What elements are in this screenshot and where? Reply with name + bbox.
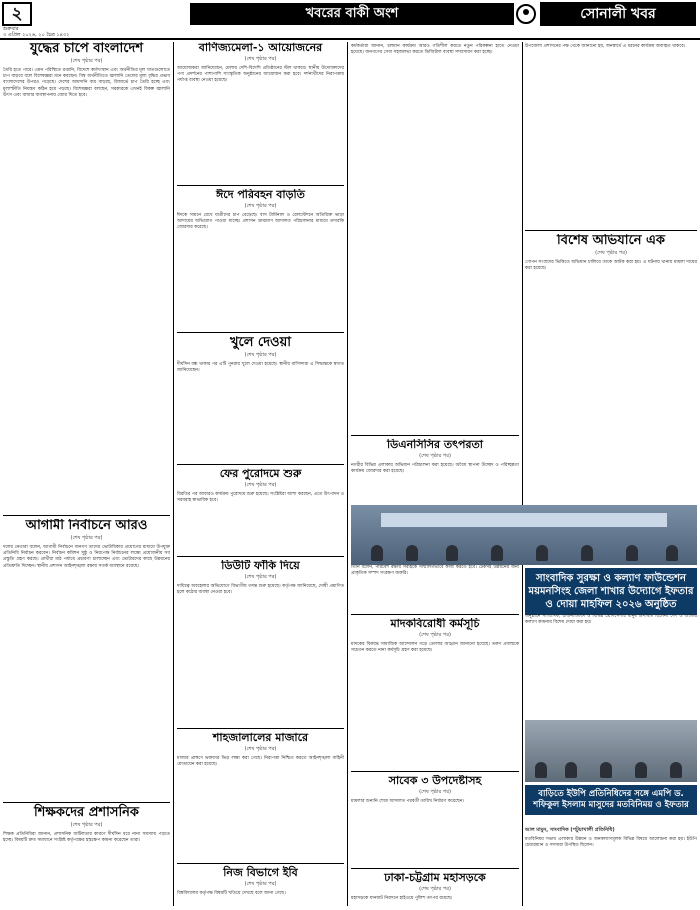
headline: ফের পুরোদমে শুরু	[219, 468, 302, 480]
person-figure	[536, 545, 548, 561]
divider	[3, 515, 170, 516]
section-banner: খবরের বাকী অংশ	[190, 3, 514, 25]
person-figure	[371, 545, 383, 561]
headline: মাদকবিরোধী কর্মসূচি	[390, 618, 480, 630]
article	[351, 775, 519, 865]
logo-icon	[516, 4, 536, 24]
article-body: অনুষ্ঠানে সাংবাদিক, রাজনীতিবিদ ও বিভিন্ন শ্রেণিপেশার মানুষ উপস্থিত ছিলেন। দেশ ও জাতির কল্যাণ কামনায় বিশেষ দোয়া করা হয়।	[525, 614, 697, 626]
person-figure	[626, 545, 638, 561]
article	[525, 42, 697, 227]
divider	[177, 556, 344, 557]
article-body: উপজেলা প্রশাসনের পক্ষ থেকে জানানো হয়, জনস্বার্থে এ ধরনের কার্যক্রম অব্যাহত থাকবে।	[525, 44, 686, 49]
subhead: (শেষ পৃষ্ঠার পর)	[244, 481, 277, 488]
article-body: ঈদকে সামনে রেখে যাত্রীদের চাপ বেড়েছে। বাস টার্মিনাল ও রেলস্টেশনে অতিরিক্ত ভাড়া আদায়ের অভিযোগ পাওয়া যাচ্ছে। প্রশাসন ভ্রাম্যমাণ আদালত পরিচালনার মাধ্যমে তদারকি জোরদার করেছে।	[177, 212, 344, 231]
article	[351, 42, 519, 432]
person-figure	[406, 545, 418, 561]
divider	[3, 802, 170, 803]
article-body: মামলার শুনানি শেষে আদালত পরবর্তী তারিখ নির্ধারণ করেছেন।	[351, 798, 465, 804]
person-figure	[565, 762, 577, 778]
subhead: (শেষ পৃষ্ঠার পর)	[244, 202, 277, 209]
stage-banner	[381, 513, 667, 527]
page-number: ২	[2, 2, 32, 26]
article	[525, 234, 697, 354]
article	[177, 336, 344, 461]
subhead: (শেষ পৃষ্ঠার পর)	[419, 631, 451, 638]
article	[525, 826, 697, 906]
date-line: ৩ এপ্রিল ২০২৬, ২০ চৈত্র ১৪৩২	[3, 32, 70, 38]
column-2	[177, 42, 344, 906]
person-figure	[535, 762, 547, 778]
masthead	[0, 0, 700, 38]
headline: যুদ্ধের চাপে বাংলাদেশ	[29, 42, 144, 56]
subhead: (শেষ পৃষ্ঠার পর)	[419, 788, 451, 795]
article	[3, 806, 170, 844]
subhead: (শেষ পৃষ্ঠার পর)	[419, 452, 451, 459]
article	[3, 519, 170, 799]
divider	[351, 868, 519, 869]
headline: বাণিজ্যমেলা-১ আয়োজনের	[198, 42, 323, 54]
divider	[177, 185, 344, 186]
subhead: (শেষ পৃষ্ঠার পর)	[244, 55, 277, 62]
headline: আগামী নির্বাচনে আরও	[25, 519, 148, 533]
byline: আল মামুন, সাংবাদিক (পটুয়াখালী প্রতিনিধি)	[525, 827, 615, 833]
divider	[177, 332, 344, 333]
article-body: মাদকের বিরুদ্ধে সামাজিক আন্দোলন গড়ে তোলার আহ্বান জানানো হয়েছে। তরুণ প্রজন্মকে সচেতন করতে নানা কর্মসূচি গ্রহণ করা হয়েছে।	[351, 641, 519, 653]
article-body: আয়োজকরা জানিয়েছেন, মেলায় দেশি-বিদেশি প্রতিষ্ঠানের স্টল থাকবে। স্থানীয় উদ্যোক্তাদের পণ্য প্রদর্শনের পাশাপাশি সাংস্কৃতিক অনুষ্ঠানের আয়োজন করা হবে। দর্শনার্থীদের নিরাপত্তায় পর্যাপ্ত ব্যবস্থা নেওয়া হয়েছে।	[177, 65, 344, 84]
article	[177, 867, 344, 897]
divider	[351, 614, 519, 615]
person-figure	[581, 545, 593, 561]
headline: ডিউটি ফাঁকি দিয়ে	[221, 560, 300, 572]
photo-caption-banner: বাড়িতে ইউপি প্রতিনিধিদের সঙ্গে এমপি ড. শফিকুল ইসলাম মাসুদের মতবিনিময় ও ইফতার	[525, 785, 697, 815]
subhead: (শেষ পৃষ্ঠার পর)	[419, 885, 451, 892]
column-divider	[522, 42, 523, 906]
subhead: (শেষ পৃষ্ঠার পর)	[244, 745, 277, 752]
article	[351, 618, 519, 768]
headline: শিক্ষকদের প্রশাসনিক	[33, 805, 140, 820]
column-divider	[173, 42, 174, 906]
article-body: মতবিনিময় সভায় এলাকার উন্নয়ন ও জনকল্যাণমূলক বিভিন্ন বিষয়ে আলোচনা করা হয়। ইউপি চেয়ারম্যান ও সদস্যরা উপস্থিত ছিলেন।	[525, 837, 697, 849]
article	[525, 612, 697, 717]
article-body: দলের নেতারা বলেন, আগামী নির্বাচনে জনগণ তাদের ভোটাধিকার প্রয়োগের মাধ্যমে উপযুক্ত প্রতিনিধি নির্বাচন করবেন। নির্বাচন কমিশন সুষ্ঠু ও নিরপেক্ষ নির্বাচনের লক্ষ্যে প্রয়োজনীয় সব প্রস্তুতি গ্রহণ করছে। প্রার্থীরা মাঠ পর্যায়ে প্রচারণা চালাচ্ছেন এবং ভোটারদের কাছে উন্নয়নের প্রতিশ্রুতি দিচ্ছেন। স্থানীয় প্রশাসন আইনশৃঙ্খলা রক্ষায় সতর্ক অবস্থানে রয়েছে।	[3, 544, 170, 569]
subhead: (শেষ পৃষ্ঠার পর)	[244, 880, 277, 887]
article-body: মাজার প্রাঙ্গণে ভক্তদের ভিড় লক্ষ্য করা গেছে। নিরাপত্তা নিশ্চিত করতে আইনশৃঙ্খলা বাহিনী মোতায়েন করা হয়েছে।	[177, 755, 344, 767]
subhead: (শেষ পৃষ্ঠার পর)	[244, 573, 277, 580]
article	[177, 732, 344, 860]
divider	[177, 728, 344, 729]
headline: নিজ বিভাগে ইবি	[223, 866, 298, 879]
article-body: তৈরি হতে পারে। এমন পরিস্থিতে রপ্তানি, বিদেশে কর্মসংস্থান এবং অর্থনীতির মূল খাতগুলোতে চাপ বাড়বে বলে বিশেষজ্ঞরা মনে করছেন। বিশ্ব অর্থনীতিতে জ্বালানি তেলের মূল্য বৃদ্ধির প্রভাব বাংলাদেশের উপরও পড়েছে। দেশের আমদানি ব্যয় বাড়ছে, রিজার্ভে চাপ তৈরি হচ্ছে এবং মূল্যস্ফীতি নিয়ন্ত্রণ কঠিন হয়ে পড়ছে। বিশেষজ্ঞরা বলছেন, সরকারকে এখনই বিকল্প জ্বালানি উৎস এবং বাজার ব্যবস্থাপনায় জোর দিতে হবে।	[3, 67, 170, 98]
article-body: দীর্ঘদিন বন্ধ থাকার পর এটি পুনরায় খুলে দেওয়া হয়েছে। স্থানীয় বাসিন্দারা এ সিদ্ধান্তকে স্বাগত জানিয়েছেন।	[177, 361, 344, 374]
headline: ঢাকা-চট্টগ্রাম মহাসড়কে	[384, 871, 486, 884]
person-figure	[446, 545, 458, 561]
subhead: (শেষ পৃষ্ঠার পর)	[70, 534, 103, 541]
subhead: (শেষ পৃষ্ঠার পর)	[244, 351, 277, 358]
top-rule	[0, 38, 700, 40]
divider	[351, 771, 519, 772]
divider	[177, 863, 344, 864]
subhead: (শেষ পৃষ্ঠার পর)	[595, 249, 627, 256]
person-figure	[666, 545, 678, 561]
article	[177, 468, 344, 553]
article-body: কর্মকর্তারা জানান, চলমান কার্যক্রম আরও গতিশীল করতে নতুন পরিকল্পনা হাতে নেওয়া হয়েছে। জনগণের সেবা সহজলভ্য করতে ডিজিটাল ব্যবস্থা সম্প্রসারণ করা হচ্ছে।	[351, 44, 519, 56]
article-body: বিশ্ববিদ্যালয় কর্তৃপক্ষ বিষয়টি খতিয়ে দেখছে বলে জানা গেছে।	[177, 890, 286, 896]
column-3	[351, 42, 519, 906]
column-divider	[347, 42, 348, 906]
article-body: নগরীর বিভিন্ন এলাকায় অভিযান পরিচালনা করা হয়েছে। অবৈধ স্থাপনা উচ্ছেদ ও পরিচ্ছন্নতা কার্যক্রম জোরদার করা হয়েছে।	[351, 462, 519, 474]
article	[177, 560, 344, 725]
headline: খুলে দেওয়া	[229, 336, 292, 350]
article-body: দায়িত্বে অবহেলার অভিযোগে বিভাগীয় তদন্ত শুরু হয়েছে। কর্তৃপক্ষ জানিয়েছে, দোষী প্রমাণিত হলে কঠোর ব্যবস্থা নেওয়া হবে।	[177, 583, 344, 595]
person-figure	[491, 545, 503, 561]
headline: শাহজালালের মাজারে	[212, 732, 309, 744]
person-figure	[670, 762, 682, 778]
photo-caption-banner: সাংবাদিক সুরক্ষা ও কল্যাণ ফাউন্ডেশন ময়মনসিংহ জেলা শাখার উদ্যোগে ইফতার ও দোয়া মাহফিল ২০২৬ অনুষ্ঠিত	[525, 568, 697, 615]
article-body: শিক্ষক প্রতিনিধিরা জানান, প্রশাসনিক জটিলতার কারণে দীর্ঘদিন ধরে নানা সমস্যায় পড়তে হচ্ছে। বিষয়টি দ্রুত সমাধানে সংশ্লিষ্ট কর্তৃপক্ষের হস্তক্ষেপ কামনা করেছেন তারা।	[3, 831, 170, 844]
article-body: গোপন সংবাদের ভিত্তিতে অভিযান চালিয়ে তাকে আটক করা হয়। এ ঘটনায় থানায় মামলা দায়ের করা হয়েছে।	[525, 259, 697, 272]
person-figure	[600, 762, 612, 778]
event-photo	[351, 505, 697, 565]
article-body: মহাসড়কে যানজট নিরসনে হাইওয়ে পুলিশ তৎপর রয়েছে।	[351, 895, 453, 901]
headline: সাবেক ৩ উপদেষ্টাসহ	[388, 775, 482, 787]
subhead: (শেষ পৃষ্ঠার পর)	[70, 57, 103, 64]
headline: বিশেষ অভিযানে এক	[557, 234, 665, 248]
divider	[525, 230, 697, 231]
article	[351, 872, 519, 902]
divider	[177, 464, 344, 465]
column-1	[3, 42, 170, 906]
divider	[351, 435, 519, 436]
headline: ডিএনসিসির তৎপরতা	[387, 439, 483, 451]
person-figure	[635, 762, 647, 778]
subhead: (শেষ পৃষ্ঠার পর)	[70, 821, 103, 828]
article-body: তিনি বলেন, পরিবেশ রক্ষায় সবাইকে সম্মিলিতভাবে কাজ করতে হবে। টেকসই উন্নয়নের জন্য প্রাকৃতিক সম্পদ সংরক্ষণ জরুরি।	[351, 564, 519, 576]
paper-name: সোনালী খবর	[540, 2, 696, 26]
weekday: শুক্রবার	[3, 26, 19, 32]
article	[3, 42, 170, 512]
headline: ঈদে পরিবহন বাড়তি	[216, 189, 305, 201]
article	[177, 42, 344, 182]
meeting-photo	[525, 720, 697, 782]
article	[177, 189, 344, 329]
article-body: বিরতির পর আবারও কার্যক্রম পুরোদমে শুরু হয়েছে। সংশ্লিষ্টরা আশা করছেন, এতে উৎপাদন ও সরবরাহ স্বাভাবিক হবে।	[177, 491, 344, 503]
